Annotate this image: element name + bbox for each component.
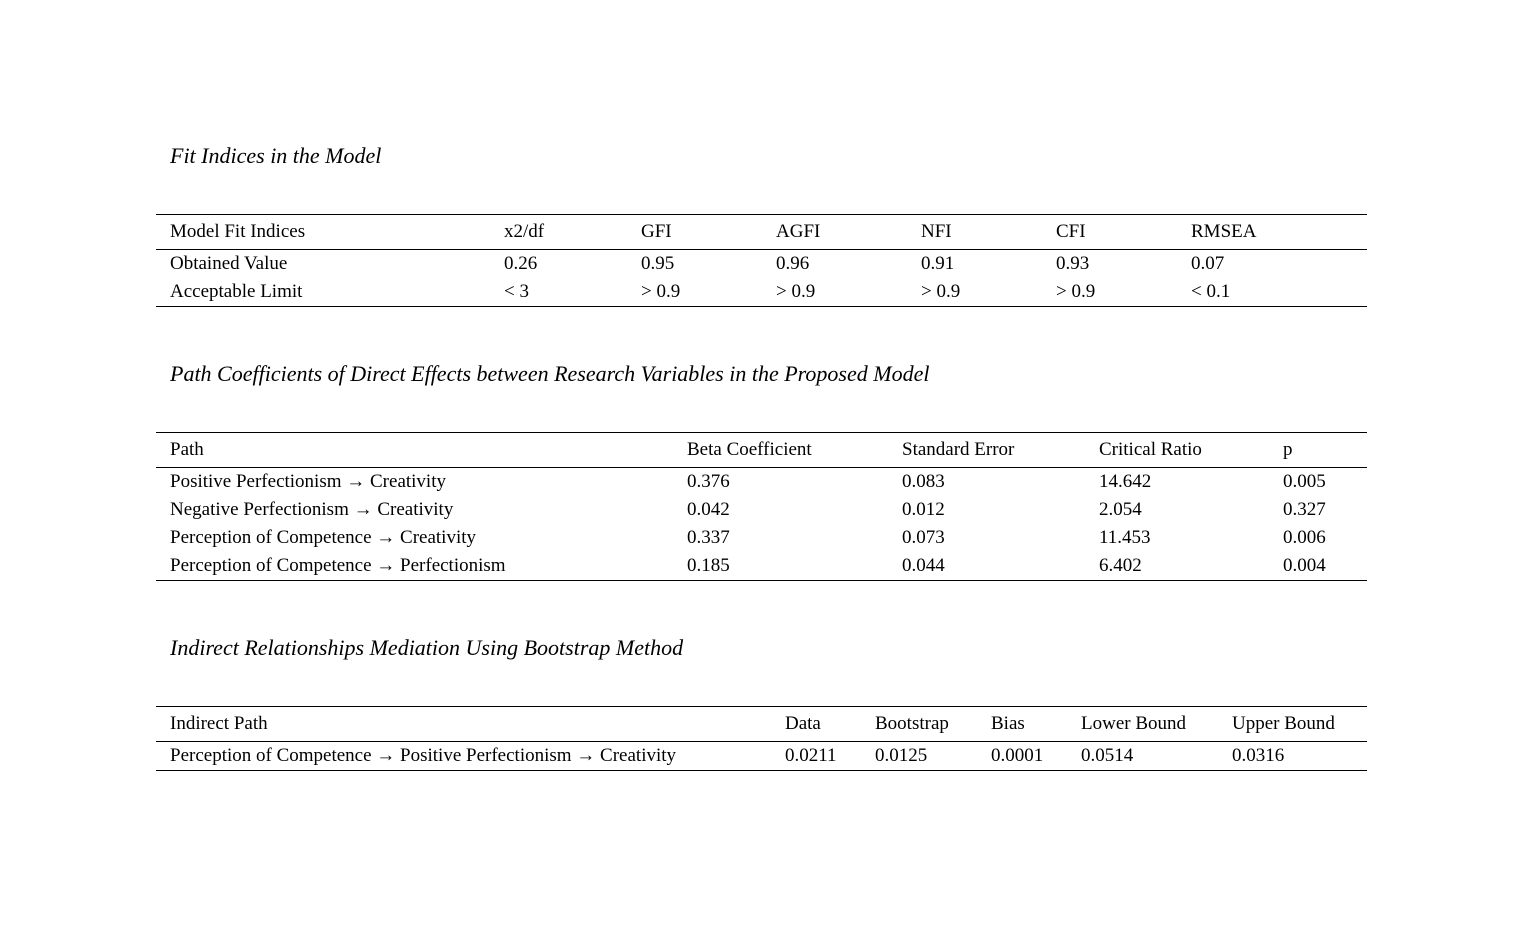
column-header: Bootstrap [875, 713, 949, 734]
table-cell: 0.327 [1283, 499, 1326, 520]
table-cell: 0.083 [902, 471, 945, 492]
indirect-relationships-table [156, 706, 1367, 771]
table-cell: 14.642 [1099, 471, 1152, 492]
table-cell: 0.91 [921, 253, 955, 274]
table-cell: 0.0316 [1232, 745, 1285, 766]
table-cell: > 0.9 [641, 281, 681, 302]
table-cell: 0.006 [1283, 527, 1326, 548]
table-row [156, 742, 1367, 771]
table-header-row [156, 707, 1367, 742]
table-cell: 0.042 [687, 499, 730, 520]
table-row [156, 552, 1367, 581]
table-cell: 6.402 [1099, 555, 1142, 576]
table-cell: > 0.9 [921, 281, 961, 302]
table-cell: 0.0001 [991, 745, 1044, 766]
table-cell: 0.044 [902, 555, 945, 576]
column-header: Beta Coefficient [687, 439, 812, 460]
column-header: GFI [641, 221, 672, 242]
table-cell: < 0.1 [1191, 281, 1231, 302]
table-cell: 0.337 [687, 527, 730, 548]
table-cell: Perception of Competence → Creativity [170, 527, 477, 548]
column-header: Bias [991, 713, 1025, 734]
table-cell: > 0.9 [1056, 281, 1096, 302]
table-cell: 0.95 [641, 253, 675, 274]
column-header: Standard Error [902, 439, 1015, 460]
table-cell: 0.0125 [875, 745, 928, 766]
table-cell: 0.012 [902, 499, 945, 520]
column-header: AGFI [776, 221, 821, 242]
table-row [156, 250, 1367, 279]
table-row [156, 496, 1367, 524]
table-cell: 0.185 [687, 555, 730, 576]
table-row [156, 278, 1367, 307]
table-cell: Negative Perfectionism → Creativity [170, 499, 454, 520]
table-cell: 0.073 [902, 527, 945, 548]
column-header: x2/df [504, 221, 545, 242]
column-header: Lower Bound [1081, 713, 1187, 734]
table-cell: Positive Perfectionism → Creativity [170, 471, 446, 492]
table-cell: 0.26 [504, 253, 538, 274]
table-cell: Acceptable Limit [170, 281, 303, 302]
column-header: Indirect Path [170, 713, 268, 734]
table-header-row [156, 433, 1367, 468]
column-header: Upper Bound [1232, 713, 1335, 734]
table-cell: 0.93 [1056, 253, 1090, 274]
table-row [156, 468, 1367, 497]
table-cell: Perception of Competence → Perfectionism [170, 555, 506, 576]
column-header: CFI [1056, 221, 1086, 242]
table-header-row [156, 215, 1367, 250]
column-header: p [1283, 439, 1293, 460]
table-cell: < 3 [504, 281, 529, 302]
table-cell: Perception of Competence → Positive Perfectionism → Creativity [170, 745, 677, 766]
path-coefficients-caption: Path Coefficients of Direct Effects between Research Variables in the Proposed Model [170, 361, 930, 386]
column-header: Data [785, 713, 821, 734]
table-cell: 0.0514 [1081, 745, 1134, 766]
path-coefficients-table [156, 432, 1367, 581]
column-header: RMSEA [1191, 221, 1257, 242]
table-cell: 0.004 [1283, 555, 1326, 576]
column-header: Path [170, 439, 204, 460]
indirect-relationships-caption: Indirect Relationships Mediation Using Bootstrap Method [170, 635, 684, 660]
column-header: Model Fit Indices [170, 221, 306, 242]
table-cell: 0.005 [1283, 471, 1326, 492]
column-header: NFI [921, 221, 952, 242]
table-cell: 0.07 [1191, 253, 1225, 274]
table-cell: > 0.9 [776, 281, 816, 302]
column-header: Critical Ratio [1099, 439, 1202, 460]
table-cell: 0.376 [687, 471, 730, 492]
fit-indices-table [156, 214, 1367, 307]
table-cell: 11.453 [1099, 527, 1151, 548]
table-cell: 0.0211 [785, 745, 837, 766]
fit-indices-caption: Fit Indices in the Model [170, 143, 382, 168]
table-cell: 0.96 [776, 253, 810, 274]
table-row [156, 524, 1367, 552]
table-cell: 2.054 [1099, 499, 1142, 520]
table-cell: Obtained Value [170, 253, 288, 274]
